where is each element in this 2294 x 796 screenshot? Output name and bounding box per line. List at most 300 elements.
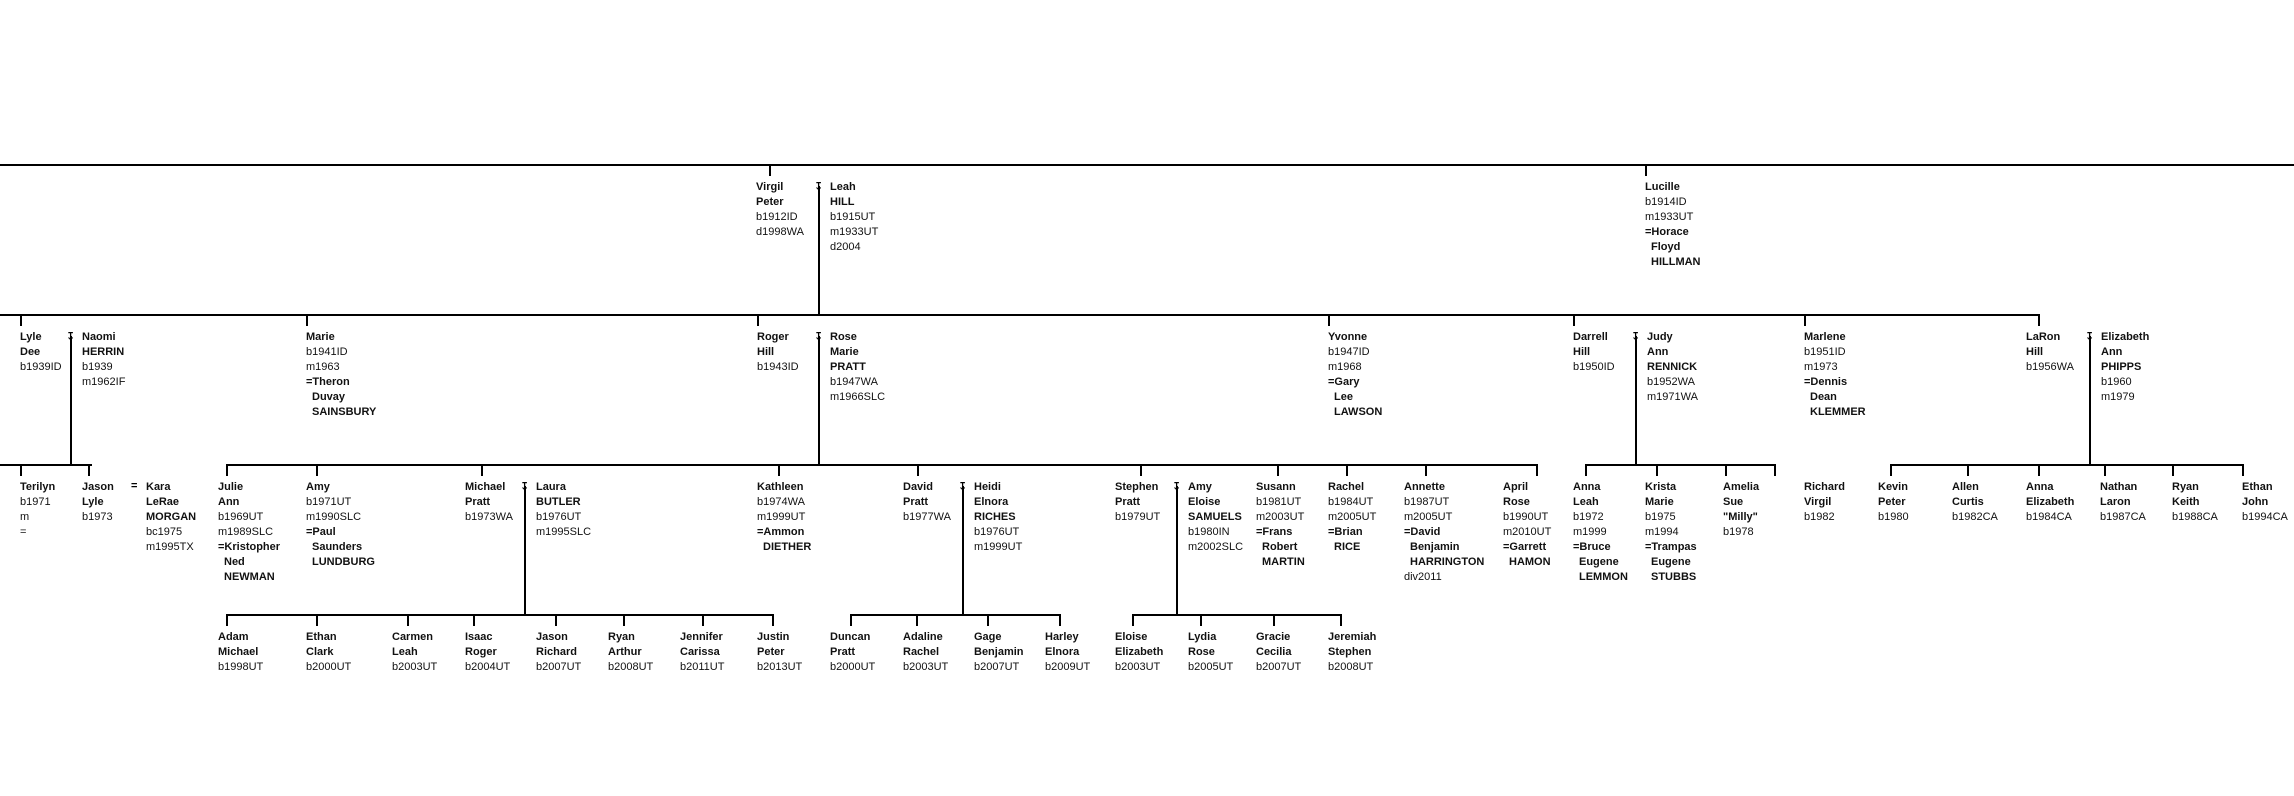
person-lyle[interactable] (20, 330, 62, 375)
person-line: Krista (1645, 481, 1677, 493)
person-line: b1939 (82, 361, 113, 373)
person-line: NEWMAN (224, 571, 275, 583)
person-krista[interactable] (1645, 480, 1697, 585)
person-line: b1987CA (2100, 511, 2146, 523)
person-line: =Garrett (1503, 541, 1547, 553)
person-line: Cecilia (1256, 646, 1292, 658)
person-line: Jennifer (680, 631, 723, 643)
person-line: Jason (536, 631, 568, 643)
person-ethan-john[interactable] (2242, 480, 2288, 525)
person-line: Elizabeth (2101, 331, 2150, 343)
person-anna-leah[interactable] (1573, 480, 1628, 585)
person-line: b1981UT (1256, 496, 1302, 508)
person-allen[interactable] (1952, 480, 1998, 525)
connector-stephen-amy-rail (1132, 614, 1342, 616)
person-line: b1976UT (536, 511, 582, 523)
person-line: Keith (2172, 496, 2200, 508)
connector-darrell-drop (1573, 314, 1575, 326)
person-line: m1995TX (146, 541, 194, 553)
connector-justin-drop (772, 614, 774, 626)
person-line: Leah (392, 646, 418, 658)
connector-ethan-john-drop (2242, 464, 2244, 476)
connector-laron-elizabeth-rail (1890, 464, 2244, 466)
person-line: STUBBS (1651, 571, 1697, 583)
person-judy[interactable] (1647, 330, 1698, 405)
person-michael[interactable] (465, 480, 513, 525)
person-line: =Paul (306, 526, 336, 538)
connector-michael-laura-rail (226, 614, 774, 616)
person-line: Nathan (2100, 481, 2138, 493)
person-line: =Ammon (757, 526, 805, 538)
person-line: b1915UT (830, 211, 876, 223)
person-line: Kevin (1878, 481, 1908, 493)
person-line: b1979UT (1115, 511, 1161, 523)
connector-susann-drop (1277, 464, 1279, 476)
person-line: Stephen (1328, 646, 1372, 658)
connector-annette-drop (1425, 464, 1427, 476)
person-virgil[interactable] (756, 180, 804, 240)
person-line: b2007UT (974, 661, 1020, 673)
person-line: HAMON (1509, 556, 1551, 568)
connector-michael-laura-children (524, 486, 526, 614)
person-kara[interactable] (146, 480, 196, 555)
person-line: Ann (2101, 346, 2123, 358)
person-line: Carmen (392, 631, 433, 643)
person-line: b2008UT (1328, 661, 1374, 673)
connector-amelia-drop (1725, 464, 1727, 476)
person-line: b1974WA (757, 496, 805, 508)
person-line: Adam (218, 631, 249, 643)
connector-darrell-judy-rail (1585, 464, 1776, 466)
person-rachel[interactable] (1328, 480, 1376, 555)
person-line: b2011UT (680, 661, 725, 673)
person-amy-pratt[interactable] (306, 480, 375, 570)
person-darrell[interactable] (1573, 330, 1615, 375)
person-leah[interactable] (830, 180, 878, 255)
person-line: Allen (1952, 481, 1979, 493)
person-line: b1914ID (1645, 196, 1687, 208)
person-line: LaRon (2026, 331, 2061, 343)
connector-nathan-drop (2104, 464, 2106, 476)
person-line: b1994CA (2242, 511, 2288, 523)
person-line: Saunders (312, 541, 363, 553)
person-line: =Frans (1256, 526, 1293, 538)
person-line: April (1503, 481, 1529, 493)
person-april[interactable] (1503, 480, 1551, 570)
person-line: =David (1404, 526, 1441, 538)
person-line: Eugene (1579, 556, 1619, 568)
person-line: m1999UT (757, 511, 806, 523)
person-line: Michael (218, 646, 259, 658)
person-ethan-clark[interactable] (306, 630, 351, 675)
connector-jeremiah-drop (1340, 614, 1342, 626)
person-line: Hill (757, 346, 775, 358)
connector-amy-drop (316, 464, 318, 476)
person-line: Duvay (312, 391, 346, 403)
person-terilyn[interactable] (20, 480, 55, 540)
person-line: RICE (1334, 541, 1361, 553)
connector-lyle-naomi-rail (0, 464, 92, 466)
person-line: d1998WA (756, 226, 804, 238)
person-line: Leah (830, 181, 856, 193)
connector-lucille-drop (1645, 164, 1647, 176)
person-line: =Horace (1645, 226, 1689, 238)
person-line: Elnora (1045, 646, 1080, 658)
person-line: "Milly" (1723, 511, 1758, 523)
person-amy-samuels[interactable] (1188, 480, 1243, 555)
person-eloise[interactable] (1115, 630, 1163, 675)
person-line: m (20, 511, 30, 523)
person-line: b1982CA (1952, 511, 1998, 523)
person-line: Justin (757, 631, 790, 643)
person-line: Roger (757, 331, 789, 343)
person-stephen[interactable] (1115, 480, 1160, 525)
person-line: m1989SLC (218, 526, 274, 538)
person-line: Kara (146, 481, 171, 493)
person-jeremiah[interactable] (1328, 630, 1376, 675)
connector-kathleen-drop (778, 464, 780, 476)
person-line: b1947WA (830, 376, 878, 388)
person-line: John (2242, 496, 2269, 508)
person-line: m2010UT (1503, 526, 1552, 538)
person-line: Ryan (2172, 481, 2199, 493)
connector-allen-drop (1967, 464, 1969, 476)
person-line: Pratt (1115, 496, 1141, 508)
person-line: =Dennis (1804, 376, 1848, 388)
person-adam[interactable] (218, 630, 263, 675)
person-line: Laron (2100, 496, 2131, 508)
person-ryan-arthur[interactable] (608, 630, 653, 675)
person-line: b2009UT (1045, 661, 1091, 673)
marriage-symbol-laron-elizabeth: ↧ (2085, 331, 2095, 343)
person-line: b1980 (1878, 511, 1909, 523)
person-line: m2005UT (1328, 511, 1377, 523)
person-line: b1969UT (218, 511, 264, 523)
person-line: Marie (306, 331, 335, 343)
person-line: m1990SLC (306, 511, 362, 523)
person-line: Rachel (1328, 481, 1365, 493)
person-line: Dean (1810, 391, 1837, 403)
person-line: Floyd (1651, 241, 1681, 253)
person-line: b1952WA (1647, 376, 1695, 388)
person-line: Peter (757, 646, 785, 658)
person-line: Leah (1573, 496, 1599, 508)
person-line: Isaac (465, 631, 493, 643)
person-amelia[interactable] (1723, 480, 1759, 540)
connector-marie-drop (306, 314, 308, 326)
person-line: Sue (1723, 496, 1744, 508)
person-line: Naomi (82, 331, 116, 343)
person-lydia[interactable] (1188, 630, 1233, 675)
person-duncan[interactable] (830, 630, 875, 675)
connector-anna-leah-drop (1585, 464, 1587, 476)
person-line: Darrell (1573, 331, 1608, 343)
person-line: Laura (536, 481, 566, 493)
connector-gracie-drop (1273, 614, 1275, 626)
person-line: b1988CA (2172, 511, 2218, 523)
person-kathleen[interactable] (757, 480, 811, 555)
connector-krista-drop (1656, 464, 1658, 476)
person-line: Dee (20, 346, 41, 358)
person-line: b1973 (82, 511, 113, 523)
person-line: b1975 (1645, 511, 1676, 523)
connector-marlene-drop (1804, 314, 1806, 326)
person-roger[interactable] (757, 330, 799, 375)
person-line: =Kristopher (218, 541, 281, 553)
person-line: b1950ID (1573, 361, 1615, 373)
person-julie[interactable] (218, 480, 280, 585)
person-line: Pratt (830, 646, 856, 658)
person-line: SAINSBURY (312, 406, 377, 418)
person-line: m1999 (1573, 526, 1607, 538)
person-line: b1982 (1804, 511, 1835, 523)
connector-jason-richard-drop (555, 614, 557, 626)
person-line: m1994 (1645, 526, 1679, 538)
connector-adaline-drop (916, 614, 918, 626)
person-elizabeth[interactable] (2101, 330, 2149, 405)
person-line: Richard (536, 646, 577, 658)
connector-roger-drop (757, 314, 759, 326)
person-kevin[interactable] (1878, 480, 1909, 525)
person-line: Lydia (1188, 631, 1217, 643)
marriage-symbol-michael-laura: ↧ (520, 481, 530, 493)
connector-jennifer-drop (702, 614, 704, 626)
person-line: m2002SLC (1188, 541, 1244, 553)
connector-michael-drop (481, 464, 483, 476)
person-line: m1933UT (1645, 211, 1694, 223)
person-line: Amy (1188, 481, 1212, 493)
person-marie[interactable] (306, 330, 376, 420)
person-line: =Gary (1328, 376, 1360, 388)
person-line: m2005UT (1404, 511, 1453, 523)
person-line: b2000UT (830, 661, 876, 673)
person-line: LeRae (146, 496, 180, 508)
person-line: Rose (830, 331, 857, 343)
connector-anna-elizabeth-drop (2038, 464, 2040, 476)
connector-richard-drop (1774, 464, 1776, 476)
person-line: b1987UT (1404, 496, 1450, 508)
person-line: b1998UT (218, 661, 264, 673)
person-lucille[interactable] (1645, 180, 1701, 270)
person-line: MORGAN (146, 511, 197, 523)
person-line: Eloise (1115, 631, 1148, 643)
person-line: b2008UT (608, 661, 654, 673)
person-line: Clark (306, 646, 334, 658)
person-nathan[interactable] (2100, 480, 2146, 525)
person-anna-elizabeth[interactable] (2026, 480, 2074, 525)
person-line: Rose (1503, 496, 1530, 508)
connector-lyle-naomi-children (70, 336, 72, 464)
person-line: b1984CA (2026, 511, 2072, 523)
person-line: Jeremiah (1328, 631, 1377, 643)
marriage-symbol-roger-rose: ↧ (814, 331, 824, 343)
person-line: b1939ID (20, 361, 62, 373)
person-line: Duncan (830, 631, 871, 643)
person-line: DIETHER (763, 541, 812, 553)
person-line: Lee (1334, 391, 1353, 403)
person-line: b2007UT (1256, 661, 1302, 673)
connector-stephen-amy-children (1176, 486, 1178, 614)
connector-eloise-drop (1132, 614, 1134, 626)
person-line: b1976UT (974, 526, 1020, 538)
connector-ryan-arthur-drop (623, 614, 625, 626)
person-line: m1995SLC (536, 526, 592, 538)
person-annette[interactable] (1404, 480, 1484, 585)
person-line: b2005UT (1188, 661, 1234, 673)
person-gage[interactable] (974, 630, 1024, 675)
person-line: b2000UT (306, 661, 352, 673)
person-line: Jason (82, 481, 114, 493)
person-line: b1971UT (306, 496, 352, 508)
person-isaac[interactable] (465, 630, 510, 675)
person-line: b1943ID (757, 361, 799, 373)
connector-david-heidi-children (962, 486, 964, 614)
person-line: Elizabeth (1115, 646, 1164, 658)
person-marlene[interactable] (1804, 330, 1866, 420)
connector-david-heidi-rail (850, 614, 1061, 616)
person-line: b1941ID (306, 346, 348, 358)
person-line: b1984UT (1328, 496, 1374, 508)
person-line: Anna (1573, 481, 1601, 493)
marriage-symbol-david-heidi: ↧ (958, 481, 968, 493)
person-line: Elizabeth (2026, 496, 2075, 508)
person-susann[interactable] (1256, 480, 1305, 570)
person-jason-lyle[interactable] (82, 480, 114, 525)
person-line: MARTIN (1262, 556, 1305, 568)
person-line: Ryan (608, 631, 635, 643)
person-line: div2011 (1404, 571, 1442, 583)
person-line: Rose (1188, 646, 1215, 658)
person-line: Marlene (1804, 331, 1846, 343)
person-line: Adaline (903, 631, 943, 643)
connector-top-rail (0, 164, 2294, 166)
person-line: b2007UT (536, 661, 582, 673)
person-line: bc1975 (146, 526, 183, 538)
person-line: b1971 (20, 496, 51, 508)
person-line: m1999UT (974, 541, 1023, 553)
connector-virgil-drop (769, 164, 771, 176)
person-richard[interactable] (1804, 480, 1845, 525)
person-line: Michael (465, 481, 506, 493)
person-line: b1956WA (2026, 361, 2074, 373)
person-line: b1980IN (1188, 526, 1230, 538)
person-line: Heidi (974, 481, 1001, 493)
person-line: Yvonne (1328, 331, 1368, 343)
person-heidi[interactable] (974, 480, 1022, 555)
marriage-symbol-stephen-amy: ↧ (1172, 481, 1182, 493)
person-line: b2013UT (757, 661, 803, 673)
person-line: m1971WA (1647, 391, 1698, 403)
connector-yvonne-drop (1328, 314, 1330, 326)
person-jason-richard[interactable] (536, 630, 581, 675)
person-justin[interactable] (757, 630, 802, 675)
connector-adam-drop (226, 614, 228, 626)
person-line: m2003UT (1256, 511, 1305, 523)
connector-virgil-leah-children (818, 186, 820, 314)
connector-lydia-drop (1200, 614, 1202, 626)
person-line: David (903, 481, 933, 493)
person-line: PHIPPS (2101, 361, 2142, 373)
person-line: =Brian (1328, 526, 1363, 538)
person-line: Lyle (82, 496, 104, 508)
connector-julie-drop (226, 464, 228, 476)
person-line: m1973 (1804, 361, 1838, 373)
person-line: Marie (830, 346, 859, 358)
person-line: Kathleen (757, 481, 804, 493)
person-line: Harley (1045, 631, 1079, 643)
person-line: HILL (830, 196, 855, 208)
person-line: Peter (756, 196, 784, 208)
person-line: Amy (306, 481, 330, 493)
person-line: Ned (224, 556, 245, 568)
person-laron[interactable] (2026, 330, 2074, 375)
connector-terilyn-drop (20, 464, 22, 476)
person-gracie[interactable] (1256, 630, 1301, 675)
person-yvonne[interactable] (1328, 330, 1382, 420)
person-line: m1933UT (830, 226, 879, 238)
connector-isaac-drop (473, 614, 475, 626)
person-line: Amelia (1723, 481, 1760, 493)
person-line: m1963 (306, 361, 340, 373)
person-line: Pratt (465, 496, 491, 508)
person-line: Julie (218, 481, 244, 493)
person-rose[interactable] (830, 330, 885, 405)
marriage-symbol-lyle-naomi: ↧ (66, 331, 76, 343)
person-line: Marie (1645, 496, 1674, 508)
person-adaline[interactable] (903, 630, 948, 675)
connector-harley-drop (1059, 614, 1061, 626)
connector-lyle-drop (20, 314, 22, 326)
person-line: b1912ID (756, 211, 798, 223)
person-jennifer[interactable] (680, 630, 724, 675)
marriage-symbol-jason-kara: = (131, 480, 138, 492)
person-line: Elnora (974, 496, 1009, 508)
connector-laron-drop (2038, 314, 2040, 326)
connector-carmen-drop (407, 614, 409, 626)
person-harley[interactable] (1045, 630, 1090, 675)
person-line: Curtis (1952, 496, 1984, 508)
person-line: Richard (1804, 481, 1845, 493)
person-line: = (20, 526, 27, 538)
person-line: Ethan (306, 631, 337, 643)
person-line: RICHES (974, 511, 1016, 523)
person-line: Benjamin (974, 646, 1024, 658)
person-line: Rachel (903, 646, 940, 658)
person-line: b1990UT (1503, 511, 1549, 523)
person-david[interactable] (903, 480, 951, 525)
person-line: HARRINGTON (1410, 556, 1485, 568)
person-ryan-keith[interactable] (2172, 480, 2218, 525)
person-line: Virgil (1804, 496, 1832, 508)
person-line: b2003UT (392, 661, 438, 673)
person-line: Ethan (2242, 481, 2273, 493)
person-carmen[interactable] (392, 630, 437, 675)
person-naomi[interactable] (82, 330, 125, 390)
connector-kevin-drop (1890, 464, 1892, 476)
connector-ethan-clark-drop (316, 614, 318, 626)
person-line: Gage (974, 631, 1002, 643)
person-line: LUNDBURG (312, 556, 375, 568)
person-laura[interactable] (536, 480, 591, 540)
connector-stephen-drop (1140, 464, 1142, 476)
person-line: PRATT (830, 361, 866, 373)
person-line: Anna (2026, 481, 2054, 493)
person-line: Gracie (1256, 631, 1291, 643)
connector-darrell-judy-children (1635, 336, 1637, 464)
connector-laron-elizabeth-children (2089, 336, 2091, 464)
person-line: Lucille (1645, 181, 1680, 193)
person-line: Eloise (1188, 496, 1221, 508)
